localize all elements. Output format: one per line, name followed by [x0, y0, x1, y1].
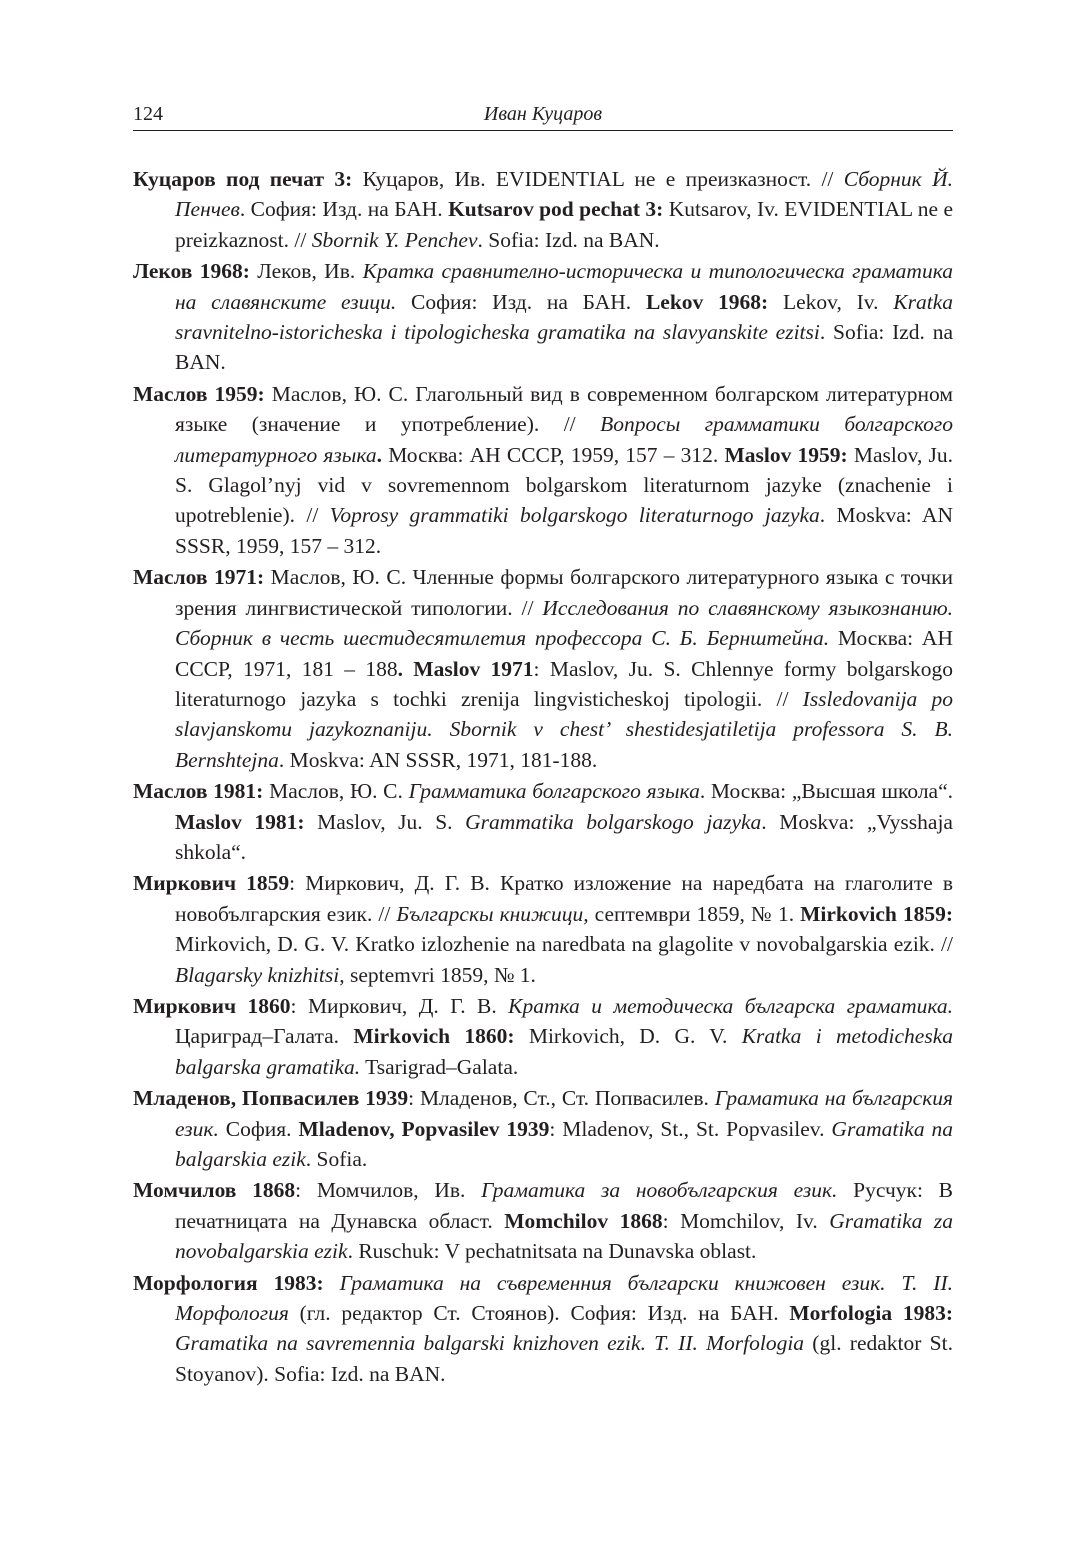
entry-title: Issledovanija po slavjanskomu jazykoznaniju. Sbornik v chest’ shestidesjatiletija professora S. B. Bernshtejna	[175, 686, 953, 772]
entry-text: . Ruschuk: V pechatnitsata na Dunavska oblast.	[347, 1239, 757, 1264]
bibliography-entry	[133, 1083, 953, 1174]
entry-text: : Момчилов, Ив.	[295, 1178, 482, 1203]
entry-text: Маслов, Ю. С. Членные формы болгарского литературного языка с точки зрения лингвистической типологии. //	[175, 565, 953, 620]
entry-text: (gl. redaktor St. Stoyanov). Sofia: Izd. na BAN.	[175, 1331, 953, 1386]
entry-title: Voprosy grammatiki bolgarskogo literaturnogo jazyka	[329, 503, 820, 528]
entry-key: Маслов 1981:	[133, 779, 264, 804]
entry-key: Младенов, Попвасилев 1939	[133, 1086, 409, 1111]
entry-title: Граматика на българския език.	[175, 1086, 953, 1141]
entry-text: Maslov, Ju. S. Glagol’nyj vid v sovremennom bolgarskom literaturnom jazyke (znachenie i upotreblenie). //	[175, 442, 954, 528]
entry-key: Kutsarov pod pechat 3:	[448, 197, 664, 222]
entry-text: : Миркович, Д. Г. В. Кратко изложение на наредбата на глаголите в новобългарския език. //	[175, 871, 953, 926]
entry-title: Кратка сравнително-историческа и типологическа граматика на славянските езици.	[175, 259, 953, 314]
entry-text: Lekov, Iv.	[768, 289, 894, 314]
entry-key: Maslov 1959:	[724, 442, 848, 467]
entry-key: Mirkovich 1860:	[353, 1024, 515, 1049]
entry-title: Gramatika za novobalgarskia ezik	[175, 1208, 953, 1264]
entry-title: Kratka i metodicheska balgarska gramatika.	[175, 1024, 953, 1079]
running-title: Иван Куцаров	[483, 103, 603, 125]
entry-title: Kratka sravnitelno-istoricheska i tipologicheska gramatika na slavyanskite ezitsi	[175, 289, 954, 345]
entry-key: Леков 1968:	[133, 259, 250, 284]
entry-title: Вопросы грамматики болгарского литературного языка	[175, 412, 954, 467]
entry-title: Сборник Й. Пенчев	[175, 167, 953, 222]
bibliography-entry	[133, 991, 953, 1082]
entry-title: Българскы книжици,	[396, 901, 589, 926]
bibliography-entry	[133, 562, 953, 775]
entry-text: . Moskva: „Vysshaja shkola“.	[175, 809, 953, 864]
bibliography-entry	[133, 776, 953, 867]
entry-title: Gramatika na balgarskia ezik	[175, 1116, 953, 1171]
bibliography-entry	[133, 379, 953, 561]
entry-text: Kutsarov, Iv. EVIDENTIAL ne e preizkaznost. //	[175, 197, 953, 252]
entry-key: Куцаров под печат 3:	[133, 167, 353, 191]
entry-text: . Sofia: Izd. na BAN.	[477, 227, 660, 252]
bibliography-entry	[133, 256, 953, 378]
entry-key: Momchilov 1868	[504, 1208, 663, 1233]
entry-title: Грамматика болгарского языка	[408, 779, 700, 804]
entry-key: Морфология 1983:	[133, 1270, 324, 1295]
entry-key: Maslov 1981:	[175, 809, 305, 834]
entry-text: Цариград–Галата.	[175, 1024, 354, 1049]
entry-text: : Миркович, Д. Г. В.	[290, 993, 509, 1018]
bibliography-entry	[133, 164, 953, 255]
entry-text: септември 1859, № 1.	[588, 901, 801, 926]
entry-text: . Sofia.	[305, 1147, 368, 1171]
bibliography-entry	[133, 1175, 953, 1266]
entry-key: Миркович 1859	[133, 871, 290, 896]
entry-title: Исследования по славянскому языкознанию. Сборник в честь шестидесятилетия профессора С. Б. Бернштейна.	[175, 595, 953, 651]
entry-title: Sbornik Y. Penchev	[311, 227, 478, 252]
entry-title: Grammatika bolgarskogo jazyka	[465, 809, 762, 834]
entry-text: Mirkovich, D. G. V.	[514, 1024, 742, 1049]
entry-key: Миркович 1860	[133, 993, 291, 1018]
entry-text: Tsarigrad–Galata.	[360, 1054, 519, 1079]
bibliography-entry	[133, 868, 953, 990]
entry-text: . Moskva: AN SSSR, 1959, 157 – 312.	[175, 503, 953, 558]
entry-title: Кратка и методическа българска граматика.	[508, 993, 953, 1018]
header-rule	[133, 130, 953, 131]
entry-key: Mirkovich 1859:	[800, 901, 953, 926]
entry-text: : Mladenov, St., St. Popvasilev.	[549, 1116, 832, 1141]
entry-text: : Младенов, Ст., Ст. Попвасилев.	[408, 1086, 715, 1111]
entry-text: Маслов, Ю. С. Глагольный вид в современном болгарском литературном языке (значение и употребление). //	[175, 381, 953, 437]
entry-key: Mladenov, Popvasilev 1939	[298, 1116, 550, 1141]
entry-key: . Maslov 1971	[397, 656, 534, 681]
entry-text: : Momchilov, Iv.	[662, 1208, 830, 1233]
entry-text: Maslov, Ju. S.	[304, 809, 466, 834]
entry-text: Москва: АН СССР, 1971, 181 – 188	[175, 626, 953, 681]
entry-text: Русчук: В печатницата на Дунавска област.	[175, 1178, 953, 1233]
entry-key: .	[376, 442, 383, 467]
bibliography-list	[133, 164, 953, 1390]
entry-key: Morfologia 1983:	[789, 1301, 953, 1326]
entry-text: Mirkovich, D. G. V. Kratko izlozhenie na naredbata na glagolite v novobalgarskia ezik. //	[175, 932, 953, 957]
entry-text: , septemvri 1859, № 1.	[339, 962, 536, 987]
entry-key: Маслов 1971:	[133, 565, 265, 590]
entry-title: Граматика на съвременния български книжовен език. Т. II. Морфология	[175, 1270, 953, 1326]
entry-text: . Moskva: AN SSSR, 1971, 181-188.	[278, 747, 598, 772]
entry-text: София.	[218, 1116, 299, 1141]
entry-text	[324, 1271, 340, 1295]
bibliography-entry	[133, 1268, 953, 1390]
entry-key: Момчилов 1868	[133, 1178, 296, 1203]
entry-text: Москва: АН СССР, 1959, 157 – 312.	[382, 442, 725, 467]
entry-text: Куцаров, Ив. EVIDENTIAL не е преизказност. //	[352, 167, 844, 191]
entry-text: София: Изд. на БАН.	[396, 289, 646, 314]
entry-text: . София: Изд. на БАН.	[239, 197, 449, 222]
entry-title: Gramatika na savremennia balgarski knizhoven ezik. T. II. Morfologia	[175, 1331, 805, 1356]
entry-key: Маслов 1959:	[133, 381, 265, 406]
entry-title: Blagarsky knizhitsi	[175, 962, 340, 987]
entry-title: Граматика за новобългарския език.	[481, 1178, 838, 1203]
entry-text: (гл. редактор Ст. Стоянов). София: Изд. на БАН.	[288, 1301, 790, 1326]
entry-key: Lekov 1968:	[645, 289, 769, 314]
entry-text: . Москва: „Высшая школа“.	[699, 779, 954, 804]
page-number: 124	[133, 103, 163, 125]
entry-text: : Maslov, Ju. S. Chlennye formy bolgarskogo literaturnogo jazyka s tochki zrenija lingvisticheskoj tipologii. //	[175, 656, 954, 711]
entry-text: . Sofia: Izd. na BAN.	[175, 320, 953, 375]
entry-text: Леков, Ив.	[249, 259, 363, 284]
entry-text: Маслов, Ю. С.	[263, 779, 409, 804]
running-header	[133, 103, 953, 131]
